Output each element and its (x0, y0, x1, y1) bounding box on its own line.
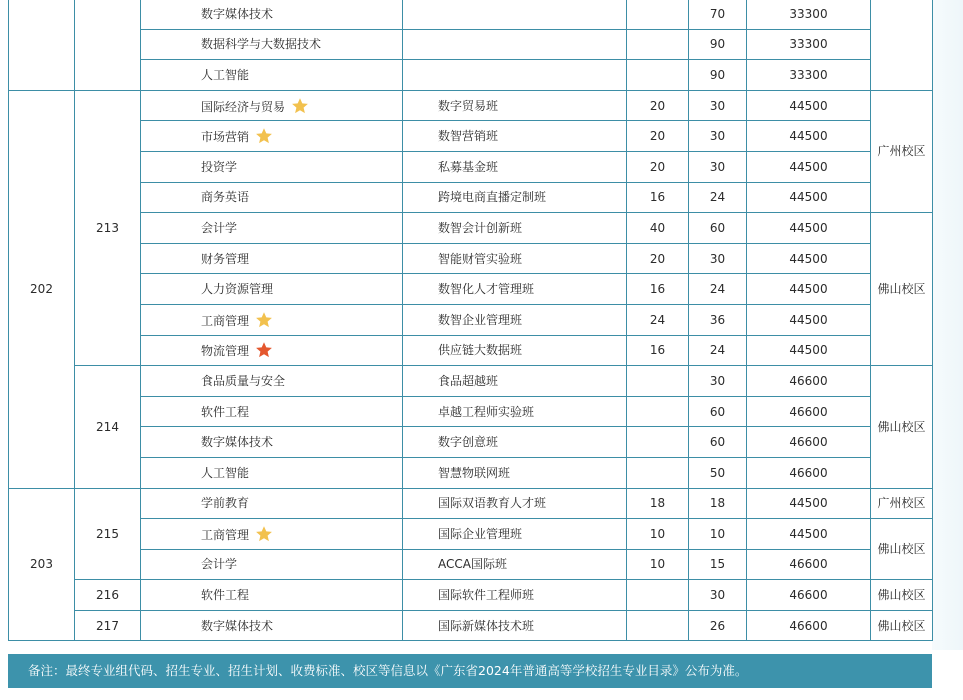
bottom-margin (0, 690, 963, 700)
plan-cell (627, 29, 689, 60)
total-cell: 90 (689, 60, 747, 91)
campus-cell: 佛山校区 (871, 519, 933, 580)
subgroup-code-cell: 215 (75, 488, 141, 580)
major-cell (141, 151, 403, 182)
major-cell (141, 304, 403, 335)
group-code-cell (9, 0, 75, 90)
major-name: 工商管理 (201, 313, 250, 328)
footnote-text: 备注：最终专业组代码、招生专业、招生计划、收费标准、校区等信息以《广东省2024年普通高等学校招生专业目录》公布为准。 (28, 663, 748, 678)
table-row (9, 335, 933, 366)
plan-cell (627, 610, 689, 641)
major-cell (141, 274, 403, 305)
campus-cell: 佛山校区 (871, 580, 933, 611)
major-name: 数字媒体技术 (201, 435, 274, 450)
enrollment-table (8, 0, 933, 641)
group-code-cell: 203 (9, 488, 75, 641)
total-cell: 60 (689, 213, 747, 244)
major-cell (141, 29, 403, 60)
enrollment-table-body (9, 0, 933, 641)
plan-cell (627, 396, 689, 427)
total-cell: 60 (689, 396, 747, 427)
gold-star-icon (255, 127, 273, 145)
major-name: 食品质量与安全 (201, 373, 286, 388)
table-row (9, 366, 933, 397)
plan-cell (627, 580, 689, 611)
table-row (9, 396, 933, 427)
campus-cell: 佛山校区 (871, 366, 933, 488)
subgroup-code-cell: 216 (75, 580, 141, 611)
subgroup-code-cell: 214 (75, 366, 141, 488)
table-row (9, 580, 933, 611)
total-cell: 24 (689, 182, 747, 213)
plan-cell: 18 (627, 488, 689, 519)
plan-cell (627, 0, 689, 29)
fee-cell: 44500 (747, 182, 871, 213)
class-cell: 国际软件工程师班 (403, 580, 627, 611)
class-cell: 私募基金班 (403, 151, 627, 182)
fee-cell: 46600 (747, 549, 871, 580)
class-cell: 智能财管实验班 (403, 243, 627, 274)
class-cell: 数字创意班 (403, 427, 627, 458)
major-name: 数字媒体技术 (201, 618, 274, 633)
fee-cell: 33300 (747, 60, 871, 91)
table-row (9, 457, 933, 488)
gold-star-icon (255, 525, 273, 543)
major-cell (141, 610, 403, 641)
major-name: 人力资源管理 (201, 282, 274, 297)
fee-cell: 46600 (747, 580, 871, 611)
major-name: 商务英语 (201, 190, 250, 205)
major-name: 人工智能 (201, 67, 250, 82)
class-cell: 数智化人才管理班 (403, 274, 627, 305)
total-cell: 36 (689, 304, 747, 335)
total-cell: 30 (689, 90, 747, 121)
fee-cell: 33300 (747, 29, 871, 60)
campus-cell: 广州校区 (871, 488, 933, 519)
major-cell (141, 121, 403, 152)
table-row (9, 151, 933, 182)
total-cell: 30 (689, 121, 747, 152)
major-name: 物流管理 (201, 344, 250, 359)
major-cell (141, 0, 403, 29)
campus-cell (871, 0, 933, 90)
subgroup-code-cell: 217 (75, 610, 141, 641)
fee-cell: 44500 (747, 151, 871, 182)
campus-cell: 广州校区 (871, 90, 933, 212)
major-cell (141, 90, 403, 121)
major-name: 市场营销 (201, 130, 250, 145)
class-cell: 国际新媒体技术班 (403, 610, 627, 641)
class-cell: 供应链大数据班 (403, 335, 627, 366)
right-margin (932, 0, 963, 650)
subgroup-code-cell: 213 (75, 90, 141, 365)
plan-cell: 40 (627, 213, 689, 244)
fee-cell: 44500 (747, 213, 871, 244)
major-name: 人工智能 (201, 465, 250, 480)
table-row (9, 0, 933, 29)
table-row (9, 488, 933, 519)
fee-cell: 46600 (747, 366, 871, 397)
class-cell: 数智企业管理班 (403, 304, 627, 335)
table-row (9, 243, 933, 274)
total-cell: 30 (689, 243, 747, 274)
table-row (9, 60, 933, 91)
table-row (9, 29, 933, 60)
major-name: 会计学 (201, 220, 238, 235)
major-cell (141, 488, 403, 519)
total-cell: 30 (689, 580, 747, 611)
class-cell: 卓越工程师实验班 (403, 396, 627, 427)
total-cell: 60 (689, 427, 747, 458)
fee-cell: 46600 (747, 427, 871, 458)
fee-cell: 44500 (747, 335, 871, 366)
total-cell: 26 (689, 610, 747, 641)
plan-cell: 20 (627, 243, 689, 274)
class-cell: 跨境电商直播定制班 (403, 182, 627, 213)
campus-cell: 佛山校区 (871, 610, 933, 641)
fee-cell: 46600 (747, 610, 871, 641)
major-name: 投资学 (201, 159, 238, 174)
table-row (9, 427, 933, 458)
major-name: 数据科学与大数据技术 (201, 37, 322, 52)
plan-cell: 16 (627, 335, 689, 366)
class-cell: 国际企业管理班 (403, 519, 627, 550)
total-cell: 90 (689, 29, 747, 60)
total-cell: 10 (689, 519, 747, 550)
gold-star-icon (255, 311, 273, 329)
class-cell: ACCA国际班 (403, 549, 627, 580)
total-cell: 15 (689, 549, 747, 580)
footnote-banner (8, 654, 932, 688)
class-cell: 国际双语教育人才班 (403, 488, 627, 519)
major-name: 会计学 (201, 557, 238, 572)
total-cell: 24 (689, 274, 747, 305)
major-name: 财务管理 (201, 251, 250, 266)
major-name: 工商管理 (201, 527, 250, 542)
plan-cell (627, 366, 689, 397)
major-cell (141, 457, 403, 488)
class-cell: 数智营销班 (403, 121, 627, 152)
plan-cell: 20 (627, 90, 689, 121)
class-cell (403, 60, 627, 91)
plan-cell (627, 60, 689, 91)
major-name: 软件工程 (201, 404, 250, 419)
major-name: 学前教育 (201, 496, 250, 511)
major-cell (141, 519, 403, 550)
subgroup-code-cell (75, 0, 141, 90)
plan-cell: 24 (627, 304, 689, 335)
fee-cell: 46600 (747, 457, 871, 488)
class-cell (403, 0, 627, 29)
gold-star-icon (291, 97, 309, 115)
total-cell: 18 (689, 488, 747, 519)
campus-cell: 佛山校区 (871, 213, 933, 366)
major-cell (141, 243, 403, 274)
major-cell (141, 549, 403, 580)
fee-cell: 44500 (747, 488, 871, 519)
plan-cell (627, 427, 689, 458)
fee-cell: 46600 (747, 396, 871, 427)
total-cell: 30 (689, 151, 747, 182)
major-name: 国际经济与贸易 (201, 99, 286, 114)
fee-cell: 44500 (747, 519, 871, 550)
class-cell: 数智会计创新班 (403, 213, 627, 244)
table-row (9, 304, 933, 335)
class-cell: 数字贸易班 (403, 90, 627, 121)
major-cell (141, 580, 403, 611)
total-cell: 30 (689, 366, 747, 397)
major-name: 软件工程 (201, 588, 250, 603)
group-code-cell: 202 (9, 90, 75, 488)
major-cell (141, 60, 403, 91)
fee-cell: 44500 (747, 90, 871, 121)
table-row (9, 121, 933, 152)
fee-cell: 33300 (747, 0, 871, 29)
major-cell (141, 182, 403, 213)
major-cell (141, 366, 403, 397)
major-name: 数字媒体技术 (201, 6, 274, 21)
total-cell: 50 (689, 457, 747, 488)
class-cell: 智慧物联网班 (403, 457, 627, 488)
table-row (9, 549, 933, 580)
fee-cell: 44500 (747, 304, 871, 335)
fee-cell: 44500 (747, 121, 871, 152)
major-cell (141, 335, 403, 366)
table-row (9, 610, 933, 641)
red-star-icon (255, 341, 273, 359)
major-cell (141, 427, 403, 458)
total-cell: 24 (689, 335, 747, 366)
major-cell (141, 213, 403, 244)
plan-cell (627, 457, 689, 488)
major-cell (141, 396, 403, 427)
plan-cell: 10 (627, 519, 689, 550)
table-row (9, 213, 933, 244)
total-cell: 70 (689, 0, 747, 29)
plan-cell: 16 (627, 182, 689, 213)
fee-cell: 44500 (747, 243, 871, 274)
class-cell: 食品超越班 (403, 366, 627, 397)
plan-cell: 20 (627, 151, 689, 182)
plan-cell: 16 (627, 274, 689, 305)
fee-cell: 44500 (747, 274, 871, 305)
plan-cell: 20 (627, 121, 689, 152)
table-row (9, 182, 933, 213)
table-row (9, 90, 933, 121)
table-row (9, 274, 933, 305)
table-row (9, 519, 933, 550)
plan-cell: 10 (627, 549, 689, 580)
class-cell (403, 29, 627, 60)
